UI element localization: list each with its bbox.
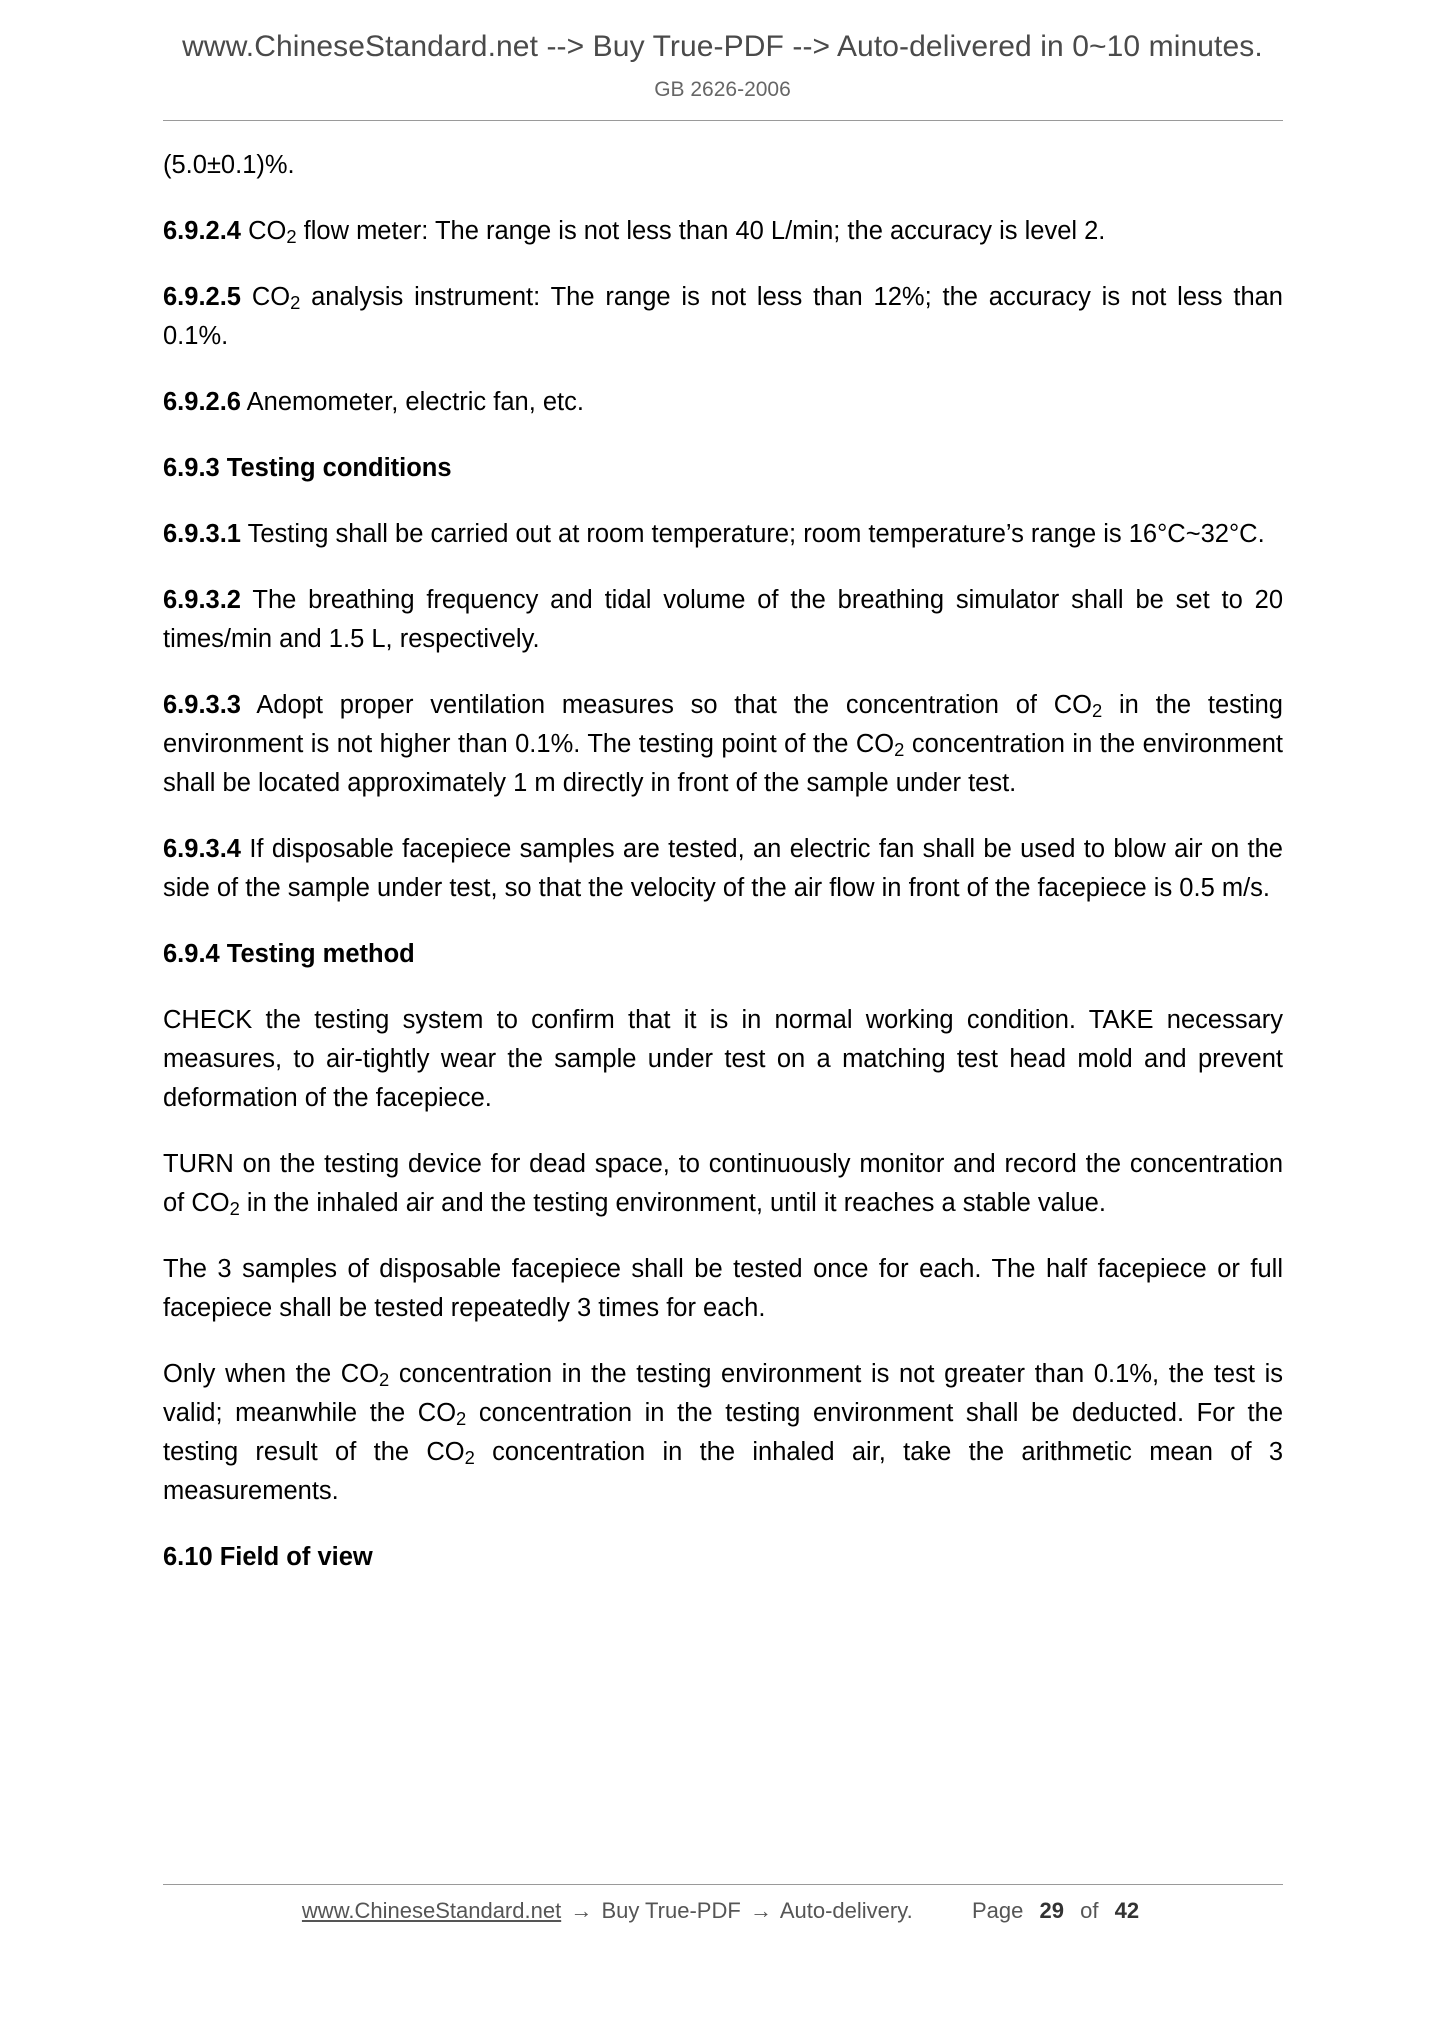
arrow-right-icon: → bbox=[570, 1898, 593, 1923]
footer-divider bbox=[163, 1884, 1283, 1885]
footer-site-link[interactable]: www.ChineseStandard.net bbox=[301, 1898, 562, 1923]
footer-of-word: of bbox=[1080, 1898, 1099, 1923]
arrow-right-icon-2: → bbox=[749, 1898, 772, 1923]
footer-page-word: Page bbox=[971, 1898, 1024, 1923]
running-head-standard-code: GB 2626-2006 bbox=[654, 78, 791, 101]
body-paragraph: 6.9.2.6 Anemometer, electric fan, etc. bbox=[163, 388, 584, 416]
body-paragraph: CHECK the testing system to confirm that it is in normal working condition. TAKE necessary measures, to air-tightly wear the sample under test on a matching test head mold and prevent deformation of the facepiece. bbox=[163, 1006, 1283, 1112]
body-paragraph: (5.0±0.1)%. bbox=[163, 151, 295, 179]
body-paragraph: 6.9.2.5 $CO_2$ analysis instrument: The range is not less than 12%; the accuracy is not less than 0.1%. bbox=[163, 283, 1283, 350]
body-paragraph: 6.9.3.4 If disposable facepiece samples are tested, an electric fan shall be used to blow air on the side of the sample under test, so that the velocity of the air flow in front of the facepiece is 0.5 m/s. bbox=[163, 835, 1283, 902]
body-paragraph: 6.9.3.1 Testing shall be carried out at room temperature; room temperature’s range is 16°C~32°C. bbox=[163, 520, 1265, 548]
footer-buy-label: Buy True-PDF bbox=[601, 1898, 741, 1923]
body-paragraph: 6.9.2.4 $CO_2$ flow meter: The range is not less than 40 L/min; the accuracy is level 2. bbox=[163, 217, 1106, 248]
body-paragraph: 6.9.3.2 The breathing frequency and tidal volume of the breathing simulator shall be set to 20 times/min and 1.5 L, respectively. bbox=[163, 586, 1283, 653]
header-divider bbox=[163, 120, 1283, 121]
section-heading: 6.10 Field of view bbox=[163, 1543, 373, 1571]
body-paragraph: TURN on the testing device for dead space, to continuously monitor and record the concentration of $CO_2$ in the inhaled air and the testing environment, until it reaches a stable value. bbox=[163, 1150, 1283, 1220]
promo-banner: www.ChineseStandard.net --> Buy True-PDF --> Auto-delivered in 0~10 minutes. bbox=[182, 30, 1263, 63]
section-heading: 6.9.4 Testing method bbox=[163, 940, 415, 968]
page-footer bbox=[163, 1898, 1283, 1924]
document-content bbox=[163, 146, 1283, 1577]
footer-page-total: 42 bbox=[1114, 1898, 1140, 1923]
body-paragraph: Only when the $CO_2$ concentration in the testing environment is not greater than 0.1%, the test is valid; meanwhile the $CO_2$ concentration in the testing environment shall be deducted. For the testing result of the $CO_2$ concentration in the inhaled air, take the arithmetic mean of 3 measurements. bbox=[163, 1360, 1283, 1505]
section-heading: 6.9.3 Testing conditions bbox=[163, 454, 452, 482]
body-paragraph: The 3 samples of disposable facepiece shall be tested once for each. The half facepiece or full facepiece shall be tested repeatedly 3 times for each. bbox=[163, 1255, 1283, 1322]
footer-page-number: 29 bbox=[1039, 1898, 1064, 1923]
footer-delivery-label: Auto-delivery. bbox=[779, 1898, 913, 1923]
body-paragraph: 6.9.3.3 Adopt proper ventilation measures so that the concentration of $CO_2$ in the testing environment is not higher than 0.1%. The testing point of the $CO_2$ concentration in the environment shall be located approximately 1 m directly in front of the sample under test. bbox=[163, 691, 1284, 797]
